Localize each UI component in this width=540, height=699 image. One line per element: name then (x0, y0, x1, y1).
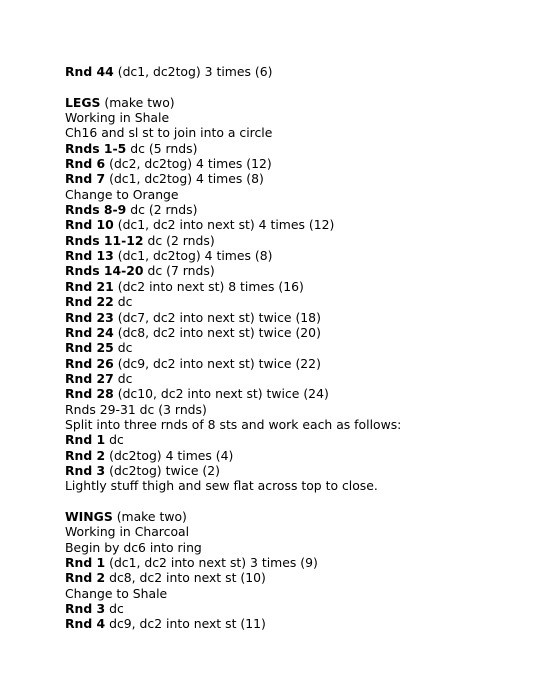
round-label: Rnd 2 (65, 447, 106, 463)
pattern-line (65, 540, 520, 555)
instruction-text: Change to Orange (65, 186, 179, 202)
instruction-text: (dc1, dc2 into next st) 4 times (12) (113, 217, 335, 233)
pattern-line (65, 478, 520, 493)
round-label: Rnd 1 (65, 555, 106, 570)
instruction-text: Split into three rnds of 8 sts and work each as follows: (65, 416, 402, 432)
instruction-text: (dc10, dc2 into next st) twice (24) (113, 386, 329, 402)
pattern-line (65, 202, 520, 217)
pattern-line (65, 509, 520, 524)
pattern-line (65, 263, 520, 278)
instruction-text: (dc2tog) 4 times (4) (105, 447, 234, 463)
pattern-line (65, 570, 520, 585)
round-label: Rnd 4 (65, 616, 106, 632)
pattern-line (65, 463, 520, 478)
instruction-text: (dc1, dc2tog) 4 times (8) (105, 171, 264, 187)
instruction-text: (make two) (100, 94, 175, 110)
instruction-text: dc (2 rnds) (143, 232, 215, 248)
instruction-text: (dc1, dc2 into next st) 3 times (9) (105, 555, 318, 570)
round-label: LEGS (65, 94, 101, 110)
instruction-text: dc (113, 340, 133, 356)
round-label: Rnd 3 (65, 462, 106, 478)
pattern-line (65, 432, 520, 447)
instruction-text: (dc2, dc2tog) 4 times (12) (105, 156, 272, 172)
pattern-line (65, 217, 520, 232)
round-label: Rnd 13 (65, 248, 114, 264)
round-label: Rnd 6 (65, 156, 106, 172)
instruction-text: (make two) (112, 508, 187, 524)
instruction-text: dc9, dc2 into next st (11) (105, 616, 266, 632)
pattern-line (65, 125, 520, 140)
pattern-line (65, 417, 520, 432)
instruction-text: (dc1, dc2tog) 3 times (6) (113, 64, 273, 79)
pattern-line (65, 325, 520, 340)
pattern-line (65, 141, 520, 156)
round-label: Rnd 21 (65, 278, 114, 294)
round-label: Rnd 24 (65, 324, 114, 340)
pattern-line (65, 248, 520, 263)
instruction-text: dc (5 rnds) (126, 140, 198, 156)
instruction-text: dc8, dc2 into next st (10) (105, 570, 266, 586)
instruction-text: (dc1, dc2tog) 4 times (8) (113, 248, 273, 264)
instruction-text: dc (105, 432, 124, 448)
instruction-text: (dc9, dc2 into next st) twice (22) (113, 355, 321, 371)
pattern-line (65, 156, 520, 171)
pattern-line (65, 64, 520, 79)
instruction-text: (dc2 into next st) 8 times (16) (113, 278, 304, 294)
pattern-line (65, 187, 520, 202)
round-label: Rnd 26 (65, 355, 114, 371)
instruction-text: Rnds 29-31 dc (3 rnds) (65, 401, 207, 417)
round-label: Rnd 1 (65, 432, 106, 448)
round-label: Rnd 28 (65, 386, 114, 402)
pattern-line (65, 310, 520, 325)
round-label: Rnds 14-20 (65, 263, 144, 279)
pattern-line (65, 586, 520, 601)
round-label: Rnds 11-12 (65, 232, 144, 248)
round-label: Rnd 7 (65, 171, 106, 187)
pattern-line (65, 340, 520, 355)
pattern-line (65, 555, 520, 570)
instruction-text: dc (105, 601, 124, 617)
pattern-line (65, 233, 520, 248)
pattern-line (65, 524, 520, 539)
pattern-line (65, 371, 520, 386)
pattern-line (65, 95, 520, 110)
round-label: Rnd 44 (65, 64, 114, 79)
round-label: Rnd 27 (65, 370, 114, 386)
pattern-line (65, 294, 520, 309)
paragraph-gap (65, 494, 520, 509)
round-label: Rnd 22 (65, 294, 114, 310)
round-label: Rnd 2 (65, 570, 106, 586)
round-label: Rnd 3 (65, 601, 106, 617)
instruction-text: dc (113, 294, 133, 310)
round-label: WINGS (65, 508, 113, 524)
instruction-text: dc (113, 370, 133, 386)
instruction-text: (dc2tog) twice (2) (105, 462, 220, 478)
pattern-line (65, 448, 520, 463)
instruction-text: Change to Shale (65, 585, 168, 601)
instruction-text: dc (7 rnds) (143, 263, 215, 279)
instruction-text: Begin by dc6 into ring (65, 539, 202, 555)
pattern-line (65, 601, 520, 616)
paragraph-gap (65, 79, 520, 94)
round-label: Rnd 10 (65, 217, 114, 233)
pattern-line (65, 171, 520, 186)
instruction-text: Working in Shale (65, 110, 170, 126)
pattern-text (65, 64, 520, 632)
pattern-line (65, 279, 520, 294)
instruction-text: dc (2 rnds) (126, 202, 198, 218)
round-label: Rnd 23 (65, 309, 114, 325)
pattern-line (65, 110, 520, 125)
instruction-text: Working in Charcoal (65, 524, 190, 540)
pattern-line (65, 616, 520, 631)
round-label: Rnd 25 (65, 340, 114, 356)
instruction-text: Ch16 and sl st to join into a circle (65, 125, 273, 141)
instruction-text: (dc8, dc2 into next st) twice (20) (113, 324, 321, 340)
round-label: Rnds 1-5 (65, 140, 127, 156)
instruction-text: Lightly stuff thigh and sew flat across top to close. (65, 478, 378, 494)
pattern-line (65, 402, 520, 417)
round-label: Rnds 8-9 (65, 202, 127, 218)
pattern-line (65, 356, 520, 371)
instruction-text: (dc7, dc2 into next st) twice (18) (113, 309, 321, 325)
pattern-line (65, 386, 520, 401)
